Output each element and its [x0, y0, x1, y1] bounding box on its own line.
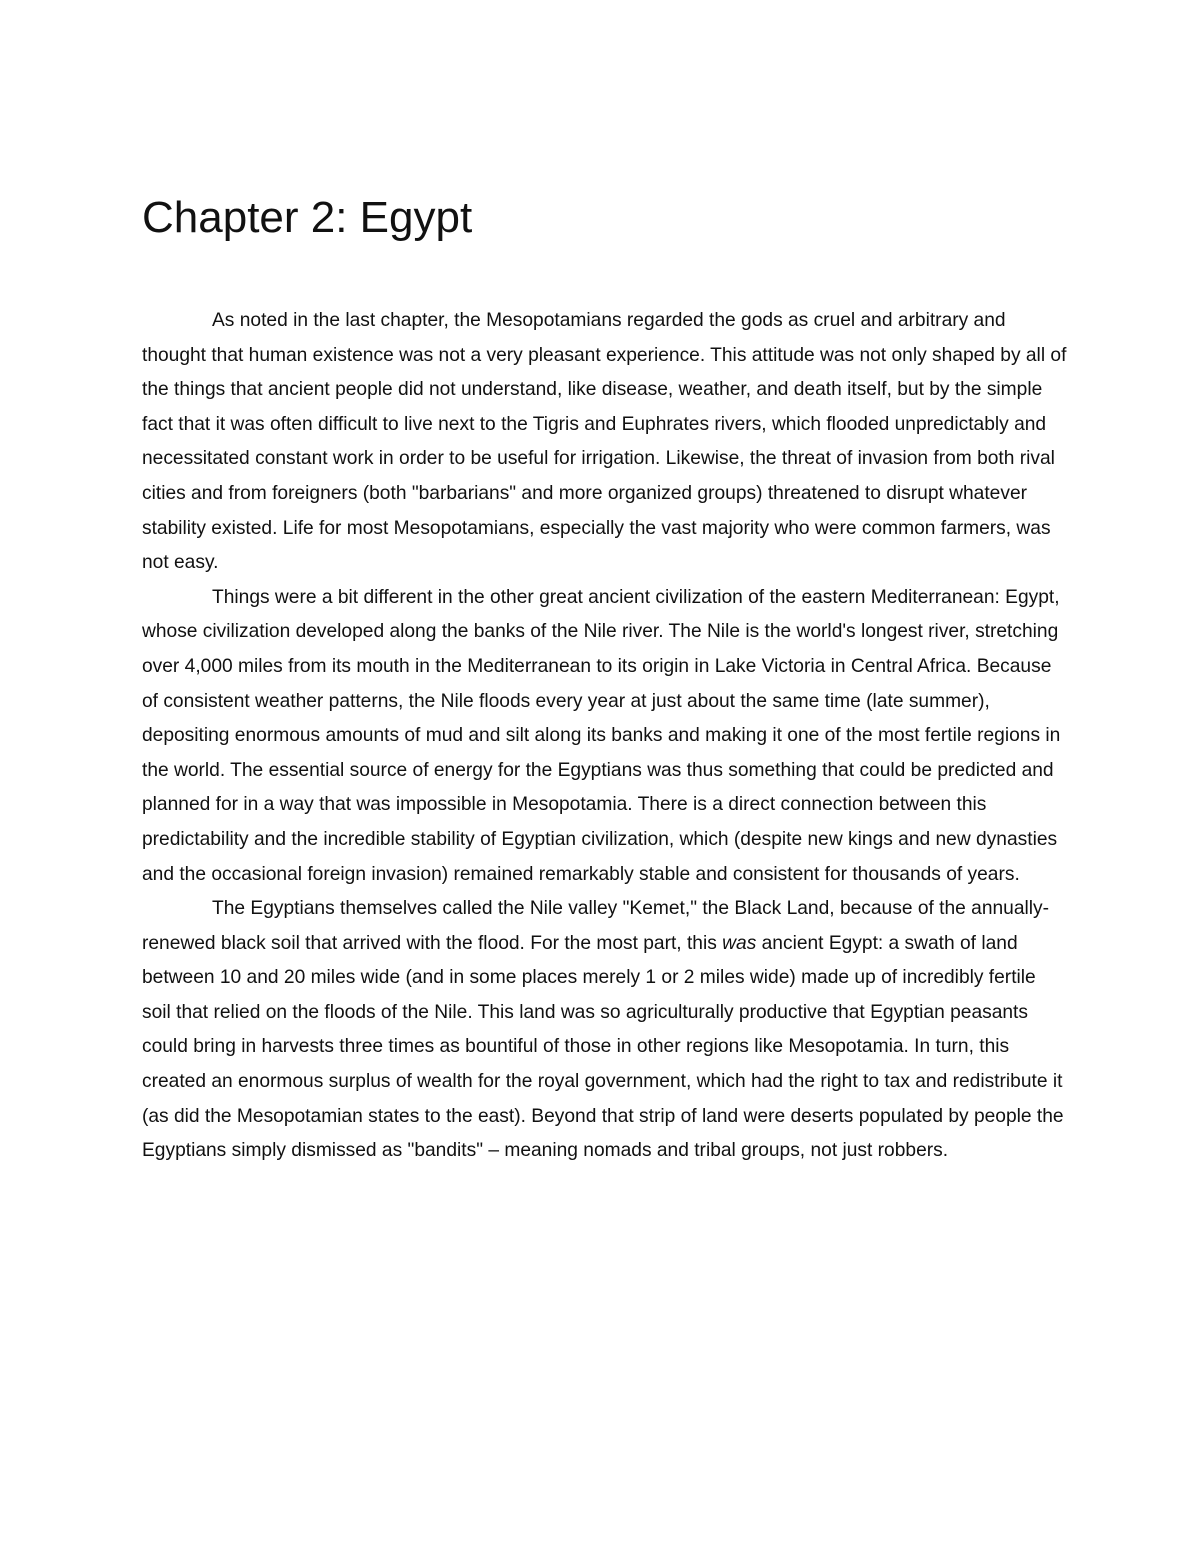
chapter-title: Chapter 2: Egypt	[142, 193, 473, 242]
paragraph-3-emphasis: was	[722, 932, 757, 954]
chapter-body	[142, 304, 1067, 1169]
paragraph-3-text-after: ancient Egypt: a swath of land between 10 and 20 miles wide (and in some places merely 1 or 2 miles wide) made up of incredibly fertile soil that relied on the floods of the Nile. This land was so agriculturally productive that Egyptian peasants could bring in harvests three times as bountiful of those in other regions like Mesopotamia. In turn, this created an enormous surplus of wealth for the royal government, which had the right to tax and redistribute it (as did the Mesopotamian states to the east). Beyond that strip of land were deserts populated by people the Egyptians simply dismissed as "bandits" – meaning nomads and tribal groups, not just robbers.	[142, 932, 1064, 1162]
paragraph-1: As noted in the last chapter, the Mesopotamians regarded the gods as cruel and arbitrary and thought that human existence was not a very pleasant experience. This attitude was not only shaped by all of the things that ancient people did not understand, like disease, weather, and death itself, but by the simple fact that it was often difficult to live next to the Tigris and Euphrates rivers, which flooded unpredictably and necessitated constant work in order to be useful for irrigation. Likewise, the threat of invasion from both rival cities and from foreigners (both "barbarians" and more organized groups) threatened to disrupt whatever stability existed. Life for most Mesopotamians, especially the vast majority who were common farmers, was not easy.	[142, 310, 1067, 574]
paragraph-3	[142, 892, 1067, 1169]
paragraph-3-text-before: The Egyptians themselves called the Nile valley "Kemet," the Black Land, because of the annually-renewed black soil that arrived with the flood. For the most part, this	[142, 898, 1050, 954]
paragraph-2: Things were a bit different in the other great ancient civilization of the eastern Mediterranean: Egypt, whose civilization developed along the banks of the Nile river. The Nile is the world's longest river, stretching over 4,000 miles from its mouth in the Mediterranean to its origin in Lake Victoria in Central Africa. Because of consistent weather patterns, the Nile floods every year at just about the same time (late summer), depositing enormous amounts of mud and silt along its banks and making it one of the most fertile regions in the world. The essential source of energy for the Egyptians was thus something that could be predicted and planned for in a way that was impossible in Mesopotamia. There is a direct connection between this predictability and the incredible stability of Egyptian civilization, which (despite new kings and new dynasties and the occasional foreign invasion) remained remarkably stable and consistent for thousands of years.	[142, 586, 1061, 885]
